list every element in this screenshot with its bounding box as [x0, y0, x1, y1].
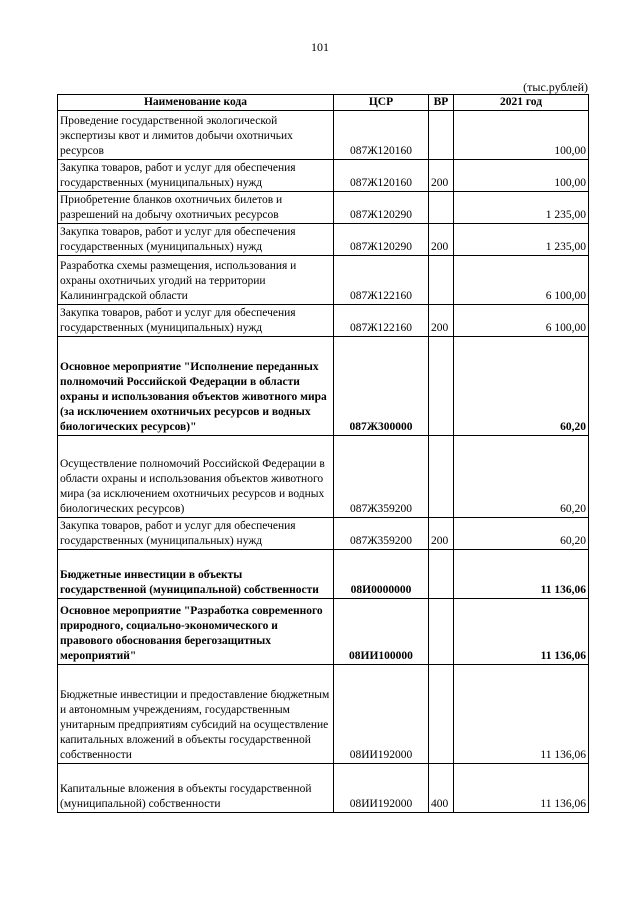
cell-amount: 11 136,06 — [454, 599, 589, 665]
cell-name: Капитальные вложения в объекты государственной (муниципальной) собственности — [58, 764, 334, 813]
cell-name: Разработка схемы размещения, использования и охраны охотничьих угодий на территории Калининградской области — [58, 256, 334, 305]
cell-name: Осуществление полномочий Российской Федерации в области охраны и использования объектов животного мира (за исключением охотничьих ресурсов и водных биологических ресурсов) — [58, 436, 334, 518]
cell-csr: 087Ж120160 — [334, 111, 429, 160]
table-row — [58, 665, 589, 764]
cell-csr: 087Ж120160 — [334, 160, 429, 192]
cell-name: Основное мероприятие "Исполнение переданных полномочий Российской Федерации в области охраны и использования объектов животного мира (за исключением охотничьих ресурсов и водных биологических ресурсов)" — [58, 337, 334, 436]
cell-csr: 087Ж300000 — [334, 337, 429, 436]
cell-amount: 100,00 — [454, 160, 589, 192]
cell-amount: 1 235,00 — [454, 224, 589, 256]
cell-vr — [429, 436, 454, 518]
cell-csr: 08ИИ192000 — [334, 665, 429, 764]
cell-amount: 60,20 — [454, 337, 589, 436]
header-year: 2021 год — [454, 95, 589, 111]
budget-table — [57, 94, 589, 813]
cell-amount: 1 235,00 — [454, 192, 589, 224]
cell-vr — [429, 337, 454, 436]
cell-name: Закупка товаров, работ и услуг для обеспечения государственных (муниципальных) нужд — [58, 224, 334, 256]
cell-csr: 087Ж120290 — [334, 224, 429, 256]
table-row — [58, 305, 589, 337]
table-row — [58, 518, 589, 550]
cell-vr — [429, 599, 454, 665]
cell-amount: 11 136,06 — [454, 764, 589, 813]
cell-name: Закупка товаров, работ и услуг для обеспечения государственных (муниципальных) нужд — [58, 305, 334, 337]
cell-vr — [429, 111, 454, 160]
table-header-row — [58, 95, 589, 111]
cell-amount: 60,20 — [454, 436, 589, 518]
page-number: 101 — [311, 40, 329, 54]
table-row — [58, 160, 589, 192]
cell-csr: 087Ж359200 — [334, 518, 429, 550]
header-name: Наименование кода — [58, 95, 334, 111]
units-label: (тыс.рублей) — [523, 80, 588, 94]
cell-csr: 087Ж120290 — [334, 192, 429, 224]
table-row — [58, 550, 589, 599]
header-vr: ВР — [429, 95, 454, 111]
table-row — [58, 192, 589, 224]
cell-amount: 100,00 — [454, 111, 589, 160]
cell-amount: 6 100,00 — [454, 256, 589, 305]
cell-name: Бюджетные инвестиции в объекты государственной (муниципальной) собственности — [58, 550, 334, 599]
cell-csr: 087Ж122160 — [334, 256, 429, 305]
cell-vr — [429, 550, 454, 599]
cell-name: Основное мероприятие "Разработка современного природного, социально-экономического и правового обоснования берегозащитных мероприятий" — [58, 599, 334, 665]
table-row — [58, 256, 589, 305]
table-row — [58, 337, 589, 436]
table-row — [58, 599, 589, 665]
cell-csr: 087Ж359200 — [334, 436, 429, 518]
cell-csr: 08ИИ100000 — [334, 599, 429, 665]
table-row — [58, 436, 589, 518]
cell-csr: 08ИИ192000 — [334, 764, 429, 813]
table-row — [58, 764, 589, 813]
cell-vr — [429, 256, 454, 305]
cell-amount: 11 136,06 — [454, 665, 589, 764]
cell-name: Закупка товаров, работ и услуг для обеспечения государственных (муниципальных) нужд — [58, 518, 334, 550]
cell-name: Бюджетные инвестиции и предоставление бюджетным и автономным учреждениям, государственным унитарным предприятиям субсидий на осуществление капитальных вложений в объекты государственной собственности — [58, 665, 334, 764]
cell-amount: 11 136,06 — [454, 550, 589, 599]
table-row — [58, 111, 589, 160]
cell-vr: 400 — [429, 764, 454, 813]
cell-name: Проведение государственной экологической экспертизы квот и лимитов добычи охотничьих ресурсов — [58, 111, 334, 160]
cell-vr: 200 — [429, 305, 454, 337]
cell-amount: 60,20 — [454, 518, 589, 550]
cell-name: Закупка товаров, работ и услуг для обеспечения государственных (муниципальных) нужд — [58, 160, 334, 192]
cell-vr: 200 — [429, 518, 454, 550]
cell-csr: 08И0000000 — [334, 550, 429, 599]
header-csr: ЦСР — [334, 95, 429, 111]
cell-amount: 6 100,00 — [454, 305, 589, 337]
table-row — [58, 224, 589, 256]
cell-vr: 200 — [429, 160, 454, 192]
cell-csr: 087Ж122160 — [334, 305, 429, 337]
cell-vr — [429, 665, 454, 764]
cell-vr — [429, 192, 454, 224]
cell-vr: 200 — [429, 224, 454, 256]
cell-name: Приобретение бланков охотничьих билетов и разрешений на добычу охотничьих ресурсов — [58, 192, 334, 224]
